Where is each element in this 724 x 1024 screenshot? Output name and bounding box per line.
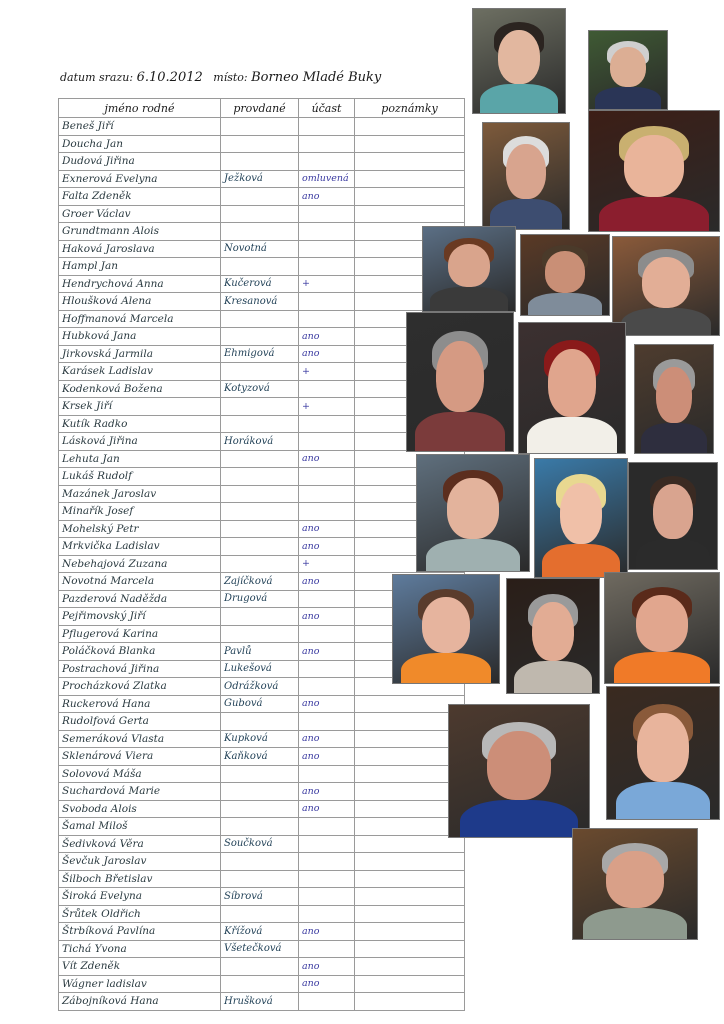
married-name-cell [221,468,299,486]
table-header-row [59,99,465,118]
birth-name-cell: Beneš Jiří [59,118,221,136]
birth-name-cell: Novotná Marcela [59,573,221,591]
table-row [59,800,465,818]
birth-name-cell: Lásková Jiřina [59,433,221,451]
portrait-photo [518,322,626,454]
birth-name-cell: Hendrychová Anna [59,275,221,293]
birth-name-cell: Zábojníková Hana [59,993,221,1011]
column-header-birth-name: jméno rodné [59,99,221,118]
portrait-photo [422,226,516,312]
attendance-cell [299,240,355,258]
married-name-cell: Ehmigová [221,345,299,363]
table-row [59,853,465,871]
attendance-cell: ano [299,643,355,661]
portrait-photo [534,458,628,578]
birth-name-cell: Šedivková Věra [59,835,221,853]
column-header-married-name: provdané [221,99,299,118]
notes-cell [355,135,465,153]
birth-name-cell: Šamal Miloš [59,818,221,836]
attendance-cell [299,625,355,643]
attendance-cell [299,905,355,923]
table-row [59,905,465,923]
birth-name-cell: Krsek Jiří [59,398,221,416]
birth-name-cell: Lukáš Rudolf [59,468,221,486]
attendance-table [58,98,465,1011]
portrait-photo [604,572,720,684]
married-name-cell [221,135,299,153]
birth-name-cell: Karásek Ladislav [59,363,221,381]
portrait-photo [606,686,720,820]
attendance-cell [299,223,355,241]
table-row [59,258,465,276]
married-name-cell [221,853,299,871]
table-row [59,118,465,136]
table-row [59,713,465,731]
birth-name-cell: Šrůtek Oldřich [59,905,221,923]
birth-name-cell: Pejřimovský Jiří [59,608,221,626]
married-name-cell [221,188,299,206]
attendance-cell: + [299,555,355,573]
date-value: 6.10.2012 [136,70,203,85]
attendance-cell: + [299,398,355,416]
notes-cell [355,888,465,906]
attendance-cell [299,380,355,398]
birth-name-cell: Vít Zdeněk [59,958,221,976]
birth-name-cell: Štrbíková Pavlína [59,923,221,941]
attendance-cell [299,888,355,906]
table-row [59,485,465,503]
table-row [59,450,465,468]
table-row [59,293,465,311]
birth-name-cell: Semeráková Vlasta [59,730,221,748]
attendance-cell [299,415,355,433]
birth-name-cell: Hubková Jana [59,328,221,346]
birth-name-cell: Minařík Josef [59,503,221,521]
married-name-cell: Kaňková [221,748,299,766]
notes-cell [355,975,465,993]
married-name-cell [221,450,299,468]
portrait-photo [628,462,718,570]
birth-name-cell: Hampl Jan [59,258,221,276]
table-row [59,328,465,346]
attendance-cell: ano [299,328,355,346]
birth-name-cell: Poláčková Blanka [59,643,221,661]
married-name-cell: Odrážková [221,678,299,696]
married-name-cell: Síbrová [221,888,299,906]
column-header-attendance: účast [299,99,355,118]
table-row [59,765,465,783]
attendance-cell: ano [299,345,355,363]
married-name-cell [221,870,299,888]
portrait-photo [588,110,720,232]
married-name-cell: Hrušková [221,993,299,1011]
attendance-cell [299,205,355,223]
birth-name-cell: Postrachová Jiřina [59,660,221,678]
attendance-cell: ano [299,748,355,766]
attendance-cell [299,118,355,136]
notes-cell [355,153,465,171]
married-name-cell [221,958,299,976]
attendance-cell [299,485,355,503]
married-name-cell [221,713,299,731]
birth-name-cell: Solovová Máša [59,765,221,783]
table-row [59,415,465,433]
table-row [59,923,465,941]
married-name-cell [221,328,299,346]
table-row [59,958,465,976]
attendance-cell [299,310,355,328]
table-row [59,398,465,416]
portrait-photo [612,236,720,336]
married-name-cell [221,398,299,416]
attendance-cell [299,835,355,853]
table-row [59,380,465,398]
notes-cell [355,905,465,923]
attendance-cell: ano [299,783,355,801]
notes-cell [355,993,465,1011]
married-name-cell [221,205,299,223]
table-row [59,153,465,171]
attendance-cell [299,713,355,731]
married-name-cell [221,258,299,276]
birth-name-cell: Jirkovská Jarmila [59,345,221,363]
married-name-cell: Horáková [221,433,299,451]
married-name-cell: Všetečková [221,940,299,958]
portrait-photo [416,454,530,572]
birth-name-cell: Kutík Radko [59,415,221,433]
birth-name-cell: Pflugerová Karina [59,625,221,643]
table-row [59,188,465,206]
attendance-table-body [59,118,465,1011]
portrait-photo [406,312,514,452]
married-name-cell: Kučerová [221,275,299,293]
married-name-cell [221,153,299,171]
married-name-cell: Kotyzová [221,380,299,398]
table-row [59,818,465,836]
birth-name-cell: Tichá Yvona [59,940,221,958]
birth-name-cell: Groer Václav [59,205,221,223]
birth-name-cell: Sklenárová Viera [59,748,221,766]
attendance-cell [299,870,355,888]
married-name-cell [221,555,299,573]
attendance-cell: ano [299,923,355,941]
attendance-cell: ano [299,608,355,626]
table-row [59,870,465,888]
portrait-photo [392,574,500,684]
married-name-cell: Součková [221,835,299,853]
married-name-cell [221,415,299,433]
place-label: místo: [213,71,248,84]
attendance-cell [299,660,355,678]
place-value: Borneo Mladé Buky [251,70,382,85]
notes-cell [355,188,465,206]
attendance-cell [299,590,355,608]
birth-name-cell: Mazánek Jaroslav [59,485,221,503]
portrait-photo [634,344,714,454]
married-name-cell [221,520,299,538]
birth-name-cell: Hloušková Alena [59,293,221,311]
married-name-cell: Ježková [221,170,299,188]
birth-name-cell: Dudová Jiřina [59,153,221,171]
notes-cell [355,870,465,888]
birth-name-cell: Procházková Zlatka [59,678,221,696]
birth-name-cell: Grundtmann Alois [59,223,221,241]
table-row [59,520,465,538]
married-name-cell [221,485,299,503]
notes-cell [355,205,465,223]
married-name-cell [221,608,299,626]
table-row [59,538,465,556]
birth-name-cell: Mrkvička Ladislav [59,538,221,556]
notes-cell [355,958,465,976]
birth-name-cell: Nebehajová Zuzana [59,555,221,573]
table-row [59,835,465,853]
married-name-cell: Lukešová [221,660,299,678]
birth-name-cell: Hoffmanová Marcela [59,310,221,328]
married-name-cell [221,783,299,801]
birth-name-cell: Pazderová Naděžda [59,590,221,608]
table-row [59,223,465,241]
notes-cell [355,170,465,188]
birth-name-cell: Haková Jaroslava [59,240,221,258]
attendance-cell: ano [299,800,355,818]
table-row [59,240,465,258]
married-name-cell: Zajíčková [221,573,299,591]
attendance-cell [299,468,355,486]
portrait-photo [520,234,610,316]
married-name-cell [221,363,299,381]
attendance-cell: ano [299,695,355,713]
table-row [59,975,465,993]
table-row [59,170,465,188]
birth-name-cell: Rudolfová Gerta [59,713,221,731]
birth-name-cell: Šilboch Břetislav [59,870,221,888]
married-name-cell: Novotná [221,240,299,258]
table-row [59,730,465,748]
attendance-cell: + [299,363,355,381]
portrait-photo [472,8,566,114]
married-name-cell: Kupková [221,730,299,748]
birth-name-cell: Suchardová Marie [59,783,221,801]
notes-cell [355,923,465,941]
notes-cell [355,940,465,958]
table-row [59,555,465,573]
attendance-cell [299,153,355,171]
notes-cell [355,853,465,871]
portrait-photo [588,30,668,110]
attendance-cell [299,940,355,958]
table-row [59,433,465,451]
attendance-cell: ano [299,520,355,538]
table-row [59,940,465,958]
married-name-cell: Kresanová [221,293,299,311]
attendance-cell: ano [299,730,355,748]
table-row [59,783,465,801]
attendance-cell: ano [299,188,355,206]
table-row [59,748,465,766]
married-name-cell [221,503,299,521]
attendance-cell: omluvená [299,170,355,188]
attendance-cell [299,258,355,276]
married-name-cell [221,800,299,818]
married-name-cell [221,818,299,836]
married-name-cell [221,223,299,241]
married-name-cell: Drugová [221,590,299,608]
table-row [59,205,465,223]
attendance-cell [299,433,355,451]
attendance-cell [299,135,355,153]
birth-name-cell: Falta Zdeněk [59,188,221,206]
birth-name-cell: Kodenková Božena [59,380,221,398]
birth-name-cell: Mohelský Petr [59,520,221,538]
birth-name-cell: Doucha Jan [59,135,221,153]
table-row [59,695,465,713]
married-name-cell: Křížová [221,923,299,941]
table-row [59,993,465,1011]
attendance-cell: ano [299,573,355,591]
birth-name-cell: Lehuta Jan [59,450,221,468]
table-row [59,345,465,363]
attendance-cell [299,853,355,871]
married-name-cell [221,625,299,643]
attendance-cell: + [299,275,355,293]
table-row [59,310,465,328]
attendance-cell [299,678,355,696]
married-name-cell [221,765,299,783]
married-name-cell [221,118,299,136]
table-row [59,888,465,906]
table-row [59,363,465,381]
attendance-cell: ano [299,958,355,976]
birth-name-cell: Exnerová Evelyna [59,170,221,188]
table-row [59,503,465,521]
column-header-notes: poznámky [355,99,465,118]
married-name-cell [221,310,299,328]
attendance-cell [299,993,355,1011]
married-name-cell: Pavlů [221,643,299,661]
married-name-cell [221,905,299,923]
married-name-cell [221,538,299,556]
attendance-cell: ano [299,975,355,993]
portrait-photo [482,122,570,230]
attendance-cell [299,818,355,836]
portrait-photo [572,828,698,940]
attendance-cell: ano [299,450,355,468]
attendance-sheet [58,98,478,1011]
birth-name-cell: Široká Evelyna [59,888,221,906]
date-label: datum srazu: [60,71,134,84]
table-row [59,468,465,486]
table-row [59,275,465,293]
married-name-cell [221,975,299,993]
attendance-cell: ano [299,538,355,556]
reunion-header [60,70,381,85]
birth-name-cell: Wágner ladislav [59,975,221,993]
portrait-photo [506,578,600,694]
birth-name-cell: Ruckerová Hana [59,695,221,713]
married-name-cell: Gubová [221,695,299,713]
notes-cell [355,118,465,136]
portrait-photo [448,704,590,838]
birth-name-cell: Ševčuk Jaroslav [59,853,221,871]
table-row [59,135,465,153]
birth-name-cell: Svoboda Alois [59,800,221,818]
attendance-cell [299,765,355,783]
attendance-cell [299,293,355,311]
attendance-cell [299,503,355,521]
